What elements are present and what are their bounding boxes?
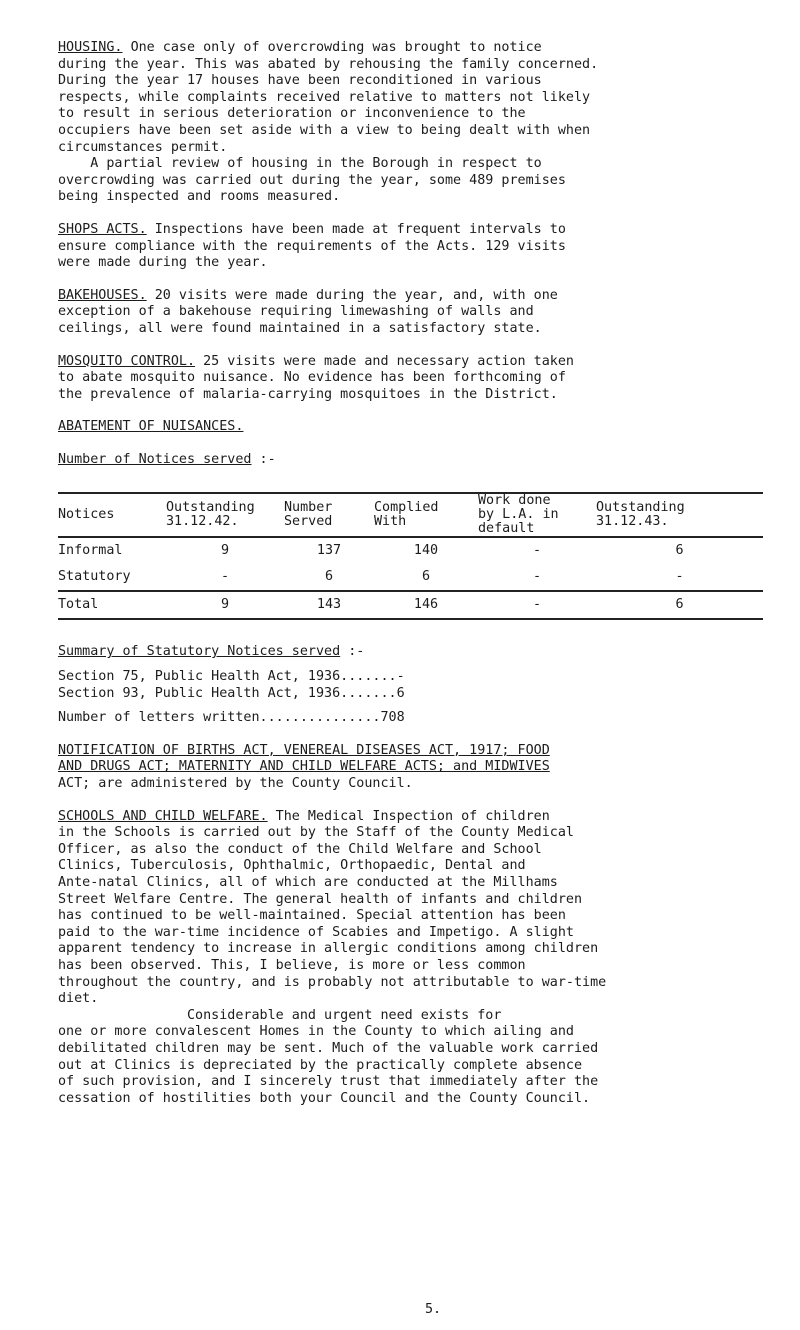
housing-line-2: During the year 17 houses have been reconditioned in various: [58, 73, 542, 89]
schools-line-9: has been observed. This, I believe, is more or less common: [58, 957, 526, 973]
shops-heading: SHOPS ACTS.: [58, 221, 147, 237]
table-cell: 6: [421, 569, 431, 585]
housing-heading: HOUSING.: [58, 40, 123, 55]
housing-line-0: One case only of overcrowding was brought to notice: [130, 40, 542, 55]
mosquito-section: [58, 354, 788, 404]
table-cell: 6: [675, 597, 684, 613]
table-cell: 9: [220, 543, 230, 559]
schools-line-13: one or more convalescent Homes in the County to which ailing and: [58, 1024, 574, 1040]
header-outstanding-1942: Outstanding 31.12.42.: [166, 500, 255, 530]
summary-line-0: Section 75, Public Health Act, 1936.......-: [58, 669, 405, 685]
table-total-row: [58, 591, 763, 619]
header-notices: Notices: [58, 507, 115, 523]
summary-section: [58, 644, 788, 726]
shops-section: [58, 222, 788, 272]
summary-heading: Summary of Statutory Notices served: [58, 644, 341, 660]
table-cell: -: [532, 543, 542, 559]
housing-line-5: occupiers have been set aside with a view to being dealt with when: [58, 122, 591, 138]
header-complied-with: Complied With: [374, 500, 439, 530]
notification-line-2: ACT; are administered by the County Council.: [58, 776, 413, 792]
shops-line-0: Inspections have been made at frequent intervals to: [154, 221, 566, 237]
schools-line-2: Officer, as also the conduct of the Child Welfare and School: [58, 841, 542, 857]
bakehouses-line-1: exception of a bakehouse requiring limewashing of walls and: [58, 304, 534, 320]
notices-served-subheading: Number of Notices served: [58, 451, 252, 467]
notification-section: [58, 743, 788, 793]
housing-line-6: circumstances permit.: [58, 139, 228, 155]
schools-line-0: The Medical Inspection of children: [275, 808, 550, 824]
table-cell: -: [675, 569, 684, 585]
mosquito-line-0: 25 visits were made and necessary action taken: [203, 353, 574, 369]
abatement-section: [58, 419, 788, 468]
housing-section: [58, 40, 788, 206]
mosquito-line-2: the prevalence of malaria-carrying mosquitoes in the District.: [58, 386, 558, 402]
table-cell: -: [220, 569, 230, 585]
table-row: [58, 537, 763, 564]
header-number-served: Number Served: [284, 500, 333, 530]
housing-line-1: during the year. This was abated by rehousing the family concerned.: [58, 56, 599, 72]
table-cell: 6: [675, 543, 684, 559]
table-cell: 137: [316, 543, 342, 559]
table-row: [58, 564, 763, 591]
schools-line-4: Ante-natal Clinics, all of which are conducted at the Millhams: [58, 875, 558, 890]
table-cell: -: [532, 569, 542, 585]
schools-line-6: has continued to be well-maintained. Special attention has been: [58, 908, 566, 924]
schools-line-1: in the Schools is carried out by the Staff of the County Medical: [58, 825, 574, 841]
housing-line-9: being inspected and rooms measured.: [58, 189, 341, 205]
schools-heading: SCHOOLS AND CHILD WELFARE.: [58, 808, 268, 824]
schools-line-12: Considerable and urgent need exists for: [58, 1007, 502, 1023]
summary-line-1: Section 93, Public Health Act, 1936.......6: [58, 685, 405, 701]
header-work-done-default: Work done by L.A. in default: [478, 493, 559, 537]
abatement-heading: ABATEMENT OF NUISANCES.: [58, 419, 244, 435]
schools-line-5: Street Welfare Centre. The general health of infants and children: [58, 891, 583, 907]
bakehouses-heading: BAKEHOUSES.: [58, 287, 147, 303]
schools-line-3: Clinics, Tuberculosis, Ophthalmic, Orthopaedic, Dental and: [58, 858, 526, 874]
housing-line-3: respects, while complaints received relative to matters not likely: [58, 89, 591, 105]
notices-table: [58, 492, 763, 620]
table-cell: 6: [324, 569, 334, 585]
bakehouses-section: [58, 288, 788, 338]
shops-line-1: ensure compliance with the requirements of the Acts. 129 visits: [58, 238, 566, 254]
schools-section: [58, 809, 788, 1108]
bakehouses-line-2: ceilings, all were found maintained in a satisfactory state.: [58, 320, 542, 336]
table-cell: 140: [413, 543, 439, 559]
letters-written-line: Number of letters written...............708: [58, 710, 405, 726]
housing-line-7: A partial review of housing in the Borough in respect to: [58, 156, 542, 172]
notification-line-0: NOTIFICATION OF BIRTHS ACT, VENEREAL DISEASES ACT, 1917; FOOD: [58, 742, 550, 758]
schools-line-14: debilitated children may be sent. Much of the valuable work carried: [58, 1040, 599, 1056]
table-cell: -: [532, 597, 542, 613]
notification-line-1: AND DRUGS ACT; MATERNITY AND CHILD WELFARE ACTS; and MIDWIVES: [58, 759, 550, 775]
table-cell: 143: [316, 597, 342, 613]
page-number: 5.: [424, 1302, 442, 1317]
document-page: [58, 40, 788, 1317]
schools-line-7: paid to the war-time incidence of Scabies and Impetigo. A slight: [58, 924, 574, 940]
schools-line-10: throughout the country, and is probably not attributable to war-time: [58, 974, 607, 990]
schools-line-15: out at Clinics is depreciated by the practically complete absence: [58, 1057, 583, 1073]
bakehouses-line-0: 20 visits were made during the year, and, with one: [154, 287, 558, 303]
table-header-row: [58, 493, 763, 537]
cell-row-label: Informal: [58, 543, 123, 559]
schools-line-8: apparent tendency to increase in allergic conditions among children: [58, 941, 599, 957]
cell-total-label: Total: [58, 597, 99, 613]
housing-line-4: to result in serious deterioration or inconvenience to the: [58, 106, 526, 122]
mosquito-line-1: to abate mosquito nuisance. No evidence has been forthcoming of: [58, 370, 566, 386]
shops-line-2: were made during the year.: [58, 255, 268, 271]
table-cell: 9: [220, 597, 230, 613]
table-cell: 146: [413, 597, 439, 613]
header-outstanding-1943: Outstanding 31.12.43.: [596, 500, 685, 530]
schools-line-17: cessation of hostilities both your Council and the County Council.: [58, 1090, 591, 1106]
schools-line-11: diet.: [58, 991, 99, 1007]
cell-row-label: Statutory: [58, 569, 131, 585]
mosquito-heading: MOSQUITO CONTROL.: [58, 353, 196, 369]
schools-line-16: of such provision, and I sincerely trust that immediately after the: [58, 1074, 599, 1090]
housing-line-8: overcrowding was carried out during the year, some 489 premises: [58, 172, 566, 188]
summary-suffix: :-: [348, 644, 365, 660]
notices-served-suffix: :-: [259, 451, 276, 467]
